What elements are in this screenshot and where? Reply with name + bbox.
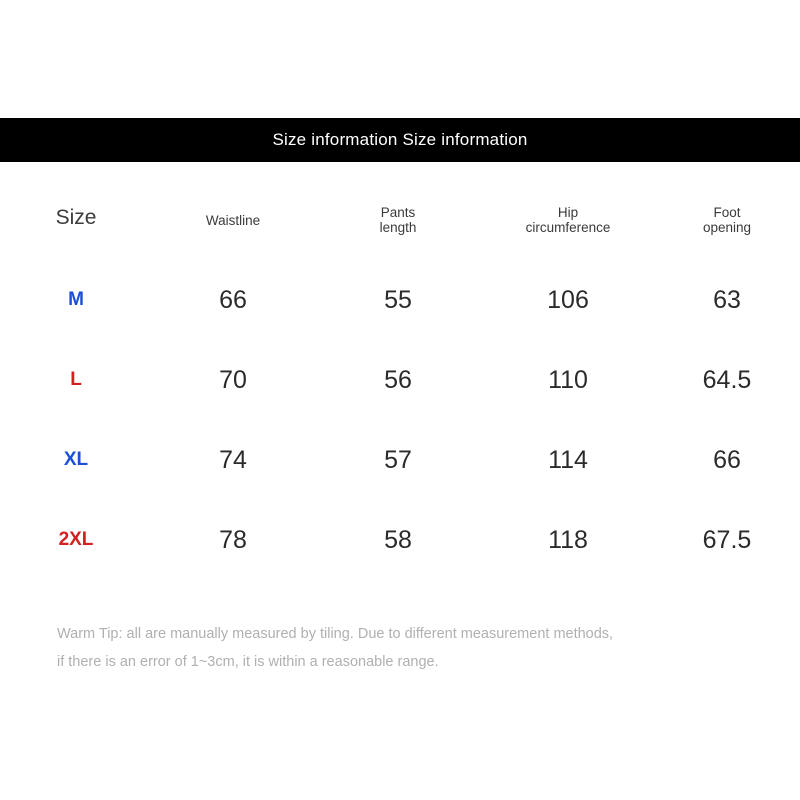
cell-foot-opening: 64.5 [702,365,752,394]
table-row [0,420,800,500]
table-row [0,500,800,580]
table-row [0,340,800,420]
table-header-row [0,180,800,260]
cell-waistline: 66 [219,285,247,314]
cell-foot-opening: 63 [713,285,741,314]
cell-hip-circumference: 114 [548,445,588,474]
size-table-body [0,260,800,580]
cell-pants-length: 57 [384,445,412,474]
warm-tip-line2: if there is an error of 1~3cm, it is within a reasonable range. [57,654,439,670]
column-header-foot-line2: opening [702,220,752,235]
cell-foot-opening: 66 [713,445,741,474]
row-size-label: XL [63,449,89,470]
column-header-waistline [152,180,314,260]
size-table-head [0,180,800,260]
cell-pants-length: 56 [384,365,412,394]
column-header-pants-length-line1: Pants [380,205,416,220]
column-header-foot-opening [654,180,800,260]
cell-waistline: 78 [219,525,247,554]
column-header-hip-circumference [482,180,654,260]
banner-title: Size information Size information [272,130,528,149]
column-header-pants-length-line2: length [379,220,417,235]
cell-hip-circumference: 118 [548,525,588,554]
column-header-waistline-label: Waistline [205,212,261,228]
column-header-size-label: Size [55,206,97,229]
column-header-foot-line1: Foot [713,205,741,220]
table-row [0,260,800,340]
size-table-container [0,180,800,580]
cell-hip-circumference: 106 [547,285,589,314]
cell-waistline: 70 [219,365,247,394]
row-size-label: 2XL [58,529,94,550]
row-size-label: L [70,369,82,390]
row-size-label: M [68,289,84,310]
column-header-hip-line1: Hip [557,205,579,220]
cell-foot-opening: 67.5 [702,525,752,554]
column-header-pants-length [314,180,482,260]
warm-tip [57,620,757,676]
column-header-size [0,180,152,260]
cell-pants-length: 58 [384,525,412,554]
size-table [0,180,800,580]
cell-pants-length: 55 [384,285,412,314]
column-header-hip-line2: circumference [525,220,611,235]
cell-waistline: 74 [219,445,247,474]
cell-hip-circumference: 110 [548,365,588,394]
size-information-banner [0,118,800,162]
warm-tip-line1: Warm Tip: all are manually measured by tiling. Due to different measurement methods, [57,626,614,642]
